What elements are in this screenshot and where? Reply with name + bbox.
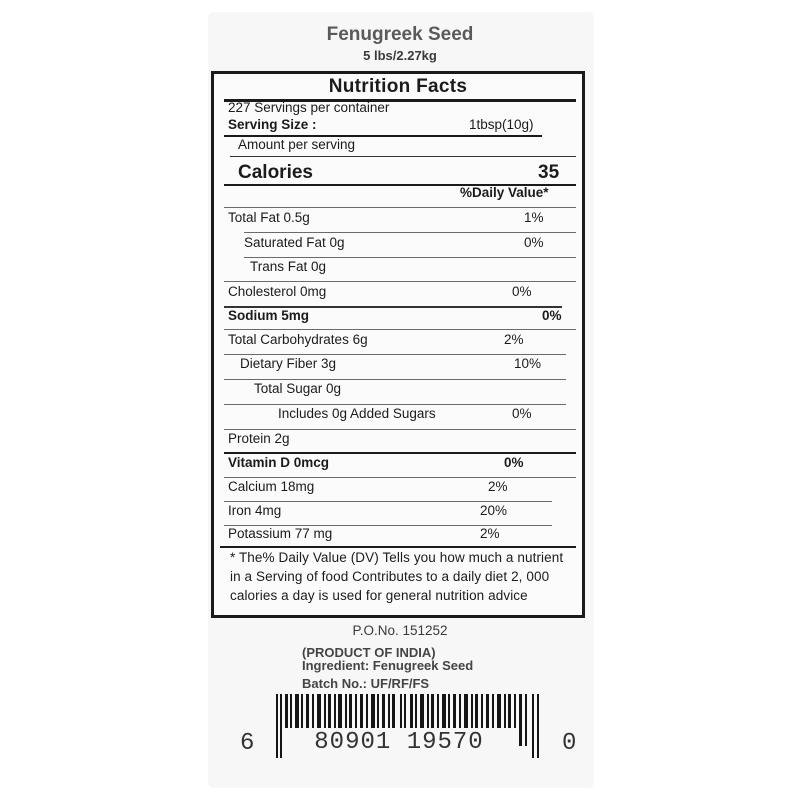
nutrient-label: Vitamin D 0mcg	[228, 455, 330, 470]
row-divider	[224, 281, 576, 282]
po-number: P.O.No. 151252	[352, 623, 448, 638]
nutrient-label: Protein 2g	[228, 431, 290, 446]
row-divider	[224, 501, 552, 502]
amount-divider	[230, 156, 576, 157]
nutrient-dv: 2%	[480, 526, 500, 541]
nutrient-dv: 20%	[480, 503, 508, 518]
nutrient-label: Dietary Fiber 3g	[240, 356, 337, 371]
product-origin: (PRODUCT OF INDIA)	[302, 645, 436, 660]
nutrient-dv: 0%	[512, 284, 532, 299]
amount-per-serving: Amount per serving	[238, 137, 356, 152]
dv-divider	[224, 207, 576, 208]
batch-number: Batch No.: UF/RF/FS	[302, 676, 430, 691]
nutrient-dv: 0%	[542, 308, 562, 323]
nutrient-label: Saturated Fat 0g	[244, 235, 345, 250]
nutrient-label: Calcium 18mg	[228, 479, 315, 494]
nutrient-label: Iron 4mg	[228, 503, 282, 518]
nutrient-label: Sodium 5mg	[228, 308, 310, 323]
row-divider	[224, 329, 576, 330]
nutrition-facts-heading: Nutrition Facts	[328, 76, 468, 97]
nutrient-dv: 0%	[524, 235, 544, 250]
calories-label: Calories	[238, 162, 313, 183]
protein-divider	[224, 452, 576, 454]
barcode-right-digit: 0	[562, 730, 577, 757]
product-weight: 5 lbs/2.27kg	[363, 48, 437, 63]
row-divider	[224, 477, 576, 478]
nutrient-dv: 2%	[488, 479, 508, 494]
servings-per-container: 227 Servings per container	[228, 100, 390, 115]
product-title: Fenugreek Seed	[326, 24, 474, 45]
nutrition-facts-panel	[211, 71, 585, 618]
row-divider	[224, 354, 566, 355]
daily-value-footnote: * The% Daily Value (DV) Tells you how much a nutrient in a Serving of food Contributes to a daily diet 2, 000 calories a day is used for general nutrition advice	[230, 550, 564, 603]
nutrient-label: Potassium 77 mg	[228, 526, 333, 541]
nutrient-label: Total Fat 0.5g	[228, 210, 310, 225]
nutrient-label: Trans Fat 0g	[250, 259, 327, 274]
row-divider	[224, 404, 566, 405]
nutrient-dv: 10%	[514, 356, 542, 371]
daily-value-header: %Daily Value*	[460, 185, 549, 200]
calories-value: 35	[538, 162, 560, 183]
nutrient-dv: 1%	[524, 210, 544, 225]
row-divider	[224, 379, 566, 380]
row-divider	[244, 257, 576, 258]
nutrient-dv: 2%	[504, 332, 524, 347]
nutrient-dv: 0%	[504, 455, 524, 470]
row-divider	[224, 429, 576, 430]
barcode-digits: 80901 19570	[282, 728, 516, 758]
nutrient-label: Total Carbohydrates 6g	[228, 332, 368, 347]
nutrient-label: Includes 0g Added Sugars	[278, 406, 436, 421]
ingredient-line: Ingredient: Fenugreek Seed	[302, 658, 474, 673]
nutrient-dv: 0%	[512, 406, 532, 421]
serving-size-label: Serving Size :	[228, 117, 317, 132]
nutrient-label: Cholesterol 0mg	[228, 284, 327, 299]
nutrient-label: Total Sugar 0g	[254, 381, 342, 396]
barcode-left-digit: 6	[240, 730, 255, 757]
serving-size-value: 1tbsp(10g)	[469, 117, 534, 132]
row-divider	[244, 232, 576, 233]
